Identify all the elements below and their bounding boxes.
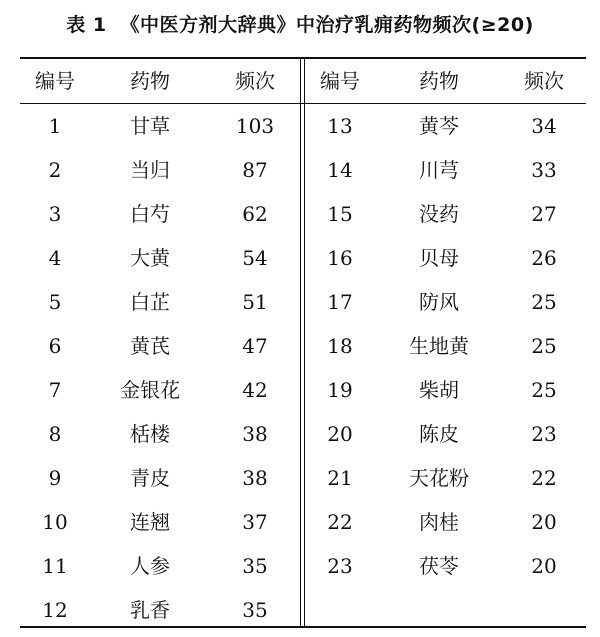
cell-frequency: 33 <box>531 158 557 182</box>
cell-frequency: 51 <box>242 290 268 314</box>
cell-number: 18 <box>327 334 353 358</box>
table-row <box>20 192 586 236</box>
cell-number: 20 <box>327 422 353 446</box>
table-caption <box>0 10 600 40</box>
cell-number: 1 <box>48 114 62 138</box>
cell-frequency: 38 <box>242 466 268 490</box>
cell-frequency: 25 <box>531 290 557 314</box>
cell-frequency: 23 <box>531 422 557 446</box>
cell-number: 8 <box>48 422 62 446</box>
cell-number: 17 <box>327 290 353 314</box>
cell-number: 7 <box>48 378 62 402</box>
header-herb: 药物 <box>130 69 170 93</box>
cell-frequency: 38 <box>242 422 268 446</box>
cell-frequency: 35 <box>242 554 268 578</box>
cell-herb: 没药 <box>419 202 459 226</box>
cell-number: 4 <box>48 246 62 270</box>
header-frequency: 频次 <box>524 69 564 93</box>
cell-frequency: 20 <box>531 510 557 534</box>
cell-herb: 大黄 <box>130 246 170 270</box>
cell-herb: 川芎 <box>419 158 459 182</box>
table-row <box>20 500 586 544</box>
cell-herb: 陈皮 <box>419 422 459 446</box>
cell-herb: 甘草 <box>130 114 170 138</box>
cell-herb: 肉桂 <box>419 510 459 534</box>
cell-herb: 乳香 <box>130 598 170 622</box>
cell-number: 14 <box>327 158 353 182</box>
cell-herb: 栝楼 <box>130 422 170 446</box>
header-herb: 药物 <box>419 69 459 93</box>
cell-frequency: 20 <box>531 554 557 578</box>
cell-number: 3 <box>48 202 62 226</box>
table-header-row <box>20 59 586 103</box>
cell-herb: 青皮 <box>130 466 170 490</box>
cell-herb: 白芍 <box>130 202 170 226</box>
table-row <box>20 324 586 368</box>
cell-number: 19 <box>327 378 353 402</box>
cell-herb: 生地黄 <box>409 334 469 358</box>
cell-frequency: 27 <box>531 202 557 226</box>
cell-frequency: 42 <box>242 378 268 402</box>
cell-number: 2 <box>48 158 62 182</box>
cell-herb: 贝母 <box>419 246 459 270</box>
cell-number: 21 <box>327 466 353 490</box>
cell-herb: 天花粉 <box>409 466 469 490</box>
cell-number: 5 <box>48 290 62 314</box>
cell-herb: 茯苓 <box>419 554 459 578</box>
cell-number: 13 <box>327 114 353 138</box>
cell-herb: 人参 <box>130 554 170 578</box>
table-row <box>20 412 586 456</box>
cell-herb: 防风 <box>419 290 459 314</box>
table-row <box>20 236 586 280</box>
cell-number: 9 <box>48 466 62 490</box>
table-row <box>20 544 586 588</box>
table-row <box>20 148 586 192</box>
herb-frequency-table <box>20 59 586 622</box>
cell-frequency: 37 <box>242 510 268 534</box>
table-row <box>20 368 586 412</box>
cell-herb: 黄芩 <box>419 114 459 138</box>
cell-number: 11 <box>42 554 68 578</box>
cell-frequency: 47 <box>242 334 268 358</box>
cell-number: 23 <box>327 554 353 578</box>
cell-frequency: 22 <box>531 466 557 490</box>
table-label: 表 1 <box>66 14 107 36</box>
cell-frequency: 26 <box>531 246 557 270</box>
cell-frequency: 35 <box>242 598 268 622</box>
cell-frequency: 25 <box>531 334 557 358</box>
table-row <box>20 104 586 148</box>
cell-frequency: 103 <box>235 114 275 138</box>
cell-herb: 柴胡 <box>419 378 459 402</box>
header-frequency: 频次 <box>235 69 275 93</box>
header-number: 编号 <box>35 69 75 93</box>
cell-number: 16 <box>327 246 353 270</box>
cell-frequency: 54 <box>242 246 268 270</box>
cell-number: 22 <box>327 510 353 534</box>
cell-frequency: 34 <box>531 114 557 138</box>
cell-herb: 金银花 <box>120 378 180 402</box>
cell-herb: 白芷 <box>130 290 170 314</box>
table-title: 《中医方剂大辞典》中治疗乳痈药物频次(≥20) <box>120 14 534 36</box>
cell-number: 6 <box>48 334 62 358</box>
table-row <box>20 280 586 324</box>
cell-frequency: 87 <box>242 158 268 182</box>
cell-number: 10 <box>42 510 68 534</box>
header-number: 编号 <box>320 69 360 93</box>
table-body <box>20 104 586 632</box>
cell-frequency: 62 <box>242 202 268 226</box>
cell-number: 15 <box>327 202 353 226</box>
table-row <box>20 588 586 632</box>
cell-frequency: 25 <box>531 378 557 402</box>
cell-number: 12 <box>42 598 68 622</box>
cell-herb: 当归 <box>130 158 170 182</box>
table-row <box>20 456 586 500</box>
cell-herb: 黄芪 <box>130 334 170 358</box>
cell-herb: 连翘 <box>130 510 170 534</box>
